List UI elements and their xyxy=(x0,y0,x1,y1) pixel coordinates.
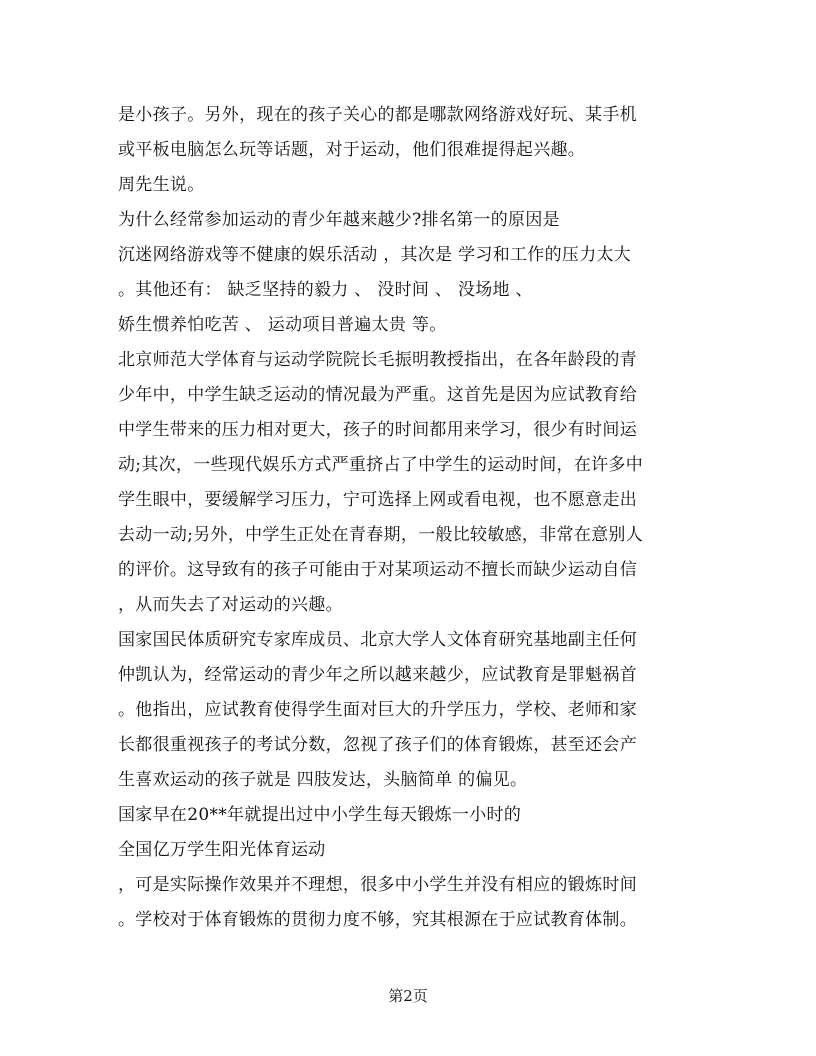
text-line: 国家国民体质研究专家库成员、北京大学人文体育研究基地副主任何 xyxy=(118,630,637,650)
text-line: 的评价。这导致有的孩子可能由于对某项运动不擅长而缺少运动自信 xyxy=(118,560,637,580)
text-line: 或平板电脑怎么玩等话题，对于运动，他们很难提得起兴趣。 xyxy=(118,140,586,160)
page-number: 第2页 xyxy=(388,987,428,1005)
text-line: 。其他还有： 缺乏坚持的毅力 、 没时间 、 没场地 、 xyxy=(118,280,533,300)
text-line: 国家早在20**年就提出过中小学生每天锻炼一小时的 xyxy=(118,805,522,825)
text-line: 周先生说。 xyxy=(118,175,205,195)
text-line: 中学生带来的压力相对更大，孩子的时间都用来学习，很少有时间运 xyxy=(118,420,637,440)
text-line: 。学校对于体育锻炼的贯彻力度不够，究其根源在于应试教育体制。 xyxy=(118,910,637,930)
text-line: 。他指出，应试教育使得学生面对巨大的升学压力，学校、老师和家 xyxy=(118,700,637,720)
text-line: ，从而失去了对运动的兴趣。 xyxy=(118,595,343,615)
text-line: 为什么经常参加运动的青少年越来越少?排名第一的原因是 xyxy=(118,210,560,230)
text-line: 全国亿万学生阳光体育运动 xyxy=(118,840,326,860)
text-line: 仲凯认为，经常运动的青少年之所以越来越少，应试教育是罪魁祸首 xyxy=(118,665,637,685)
text-line: 沉迷网络游戏等不健康的娱乐活动 ，其次是 学习和工作的压力太大 xyxy=(118,245,632,265)
text-line: 北京师范大学体育与运动学院院长毛振明教授指出，在各年龄段的青 xyxy=(118,350,637,370)
text-line: 少年中，中学生缺乏运动的情况最为严重。这首先是因为应试教育给 xyxy=(118,385,637,405)
text-line: 学生眼中，要缓解学习压力，宁可选择上网或看电视，也不愿意走出 xyxy=(118,490,637,510)
text-line: 生喜欢运动的孩子就是 四肢发达，头脑简单 的偏见。 xyxy=(118,770,528,790)
text-line: 动;其次，一些现代娱乐方式严重挤占了中学生的运动时间，在许多中 xyxy=(118,455,644,475)
text-line: 是小孩子。另外，现在的孩子关心的都是哪款网络游戏好玩、某手机 xyxy=(118,105,637,125)
text-line: 长都很重视孩子的考试分数，忽视了孩子们的体育锻炼，甚至还会产 xyxy=(118,735,637,755)
body-text xyxy=(118,98,708,938)
text-line: 娇生惯养怕吃苦 、 运动项目普遍太贵 等。 xyxy=(118,315,447,335)
text-line: 去动一动;另外，中学生正处在青春期，一般比较敏感，非常在意别人 xyxy=(118,525,644,545)
text-line: ，可是实际操作效果并不理想，很多中小学生并没有相应的锻炼时间 xyxy=(118,875,637,895)
